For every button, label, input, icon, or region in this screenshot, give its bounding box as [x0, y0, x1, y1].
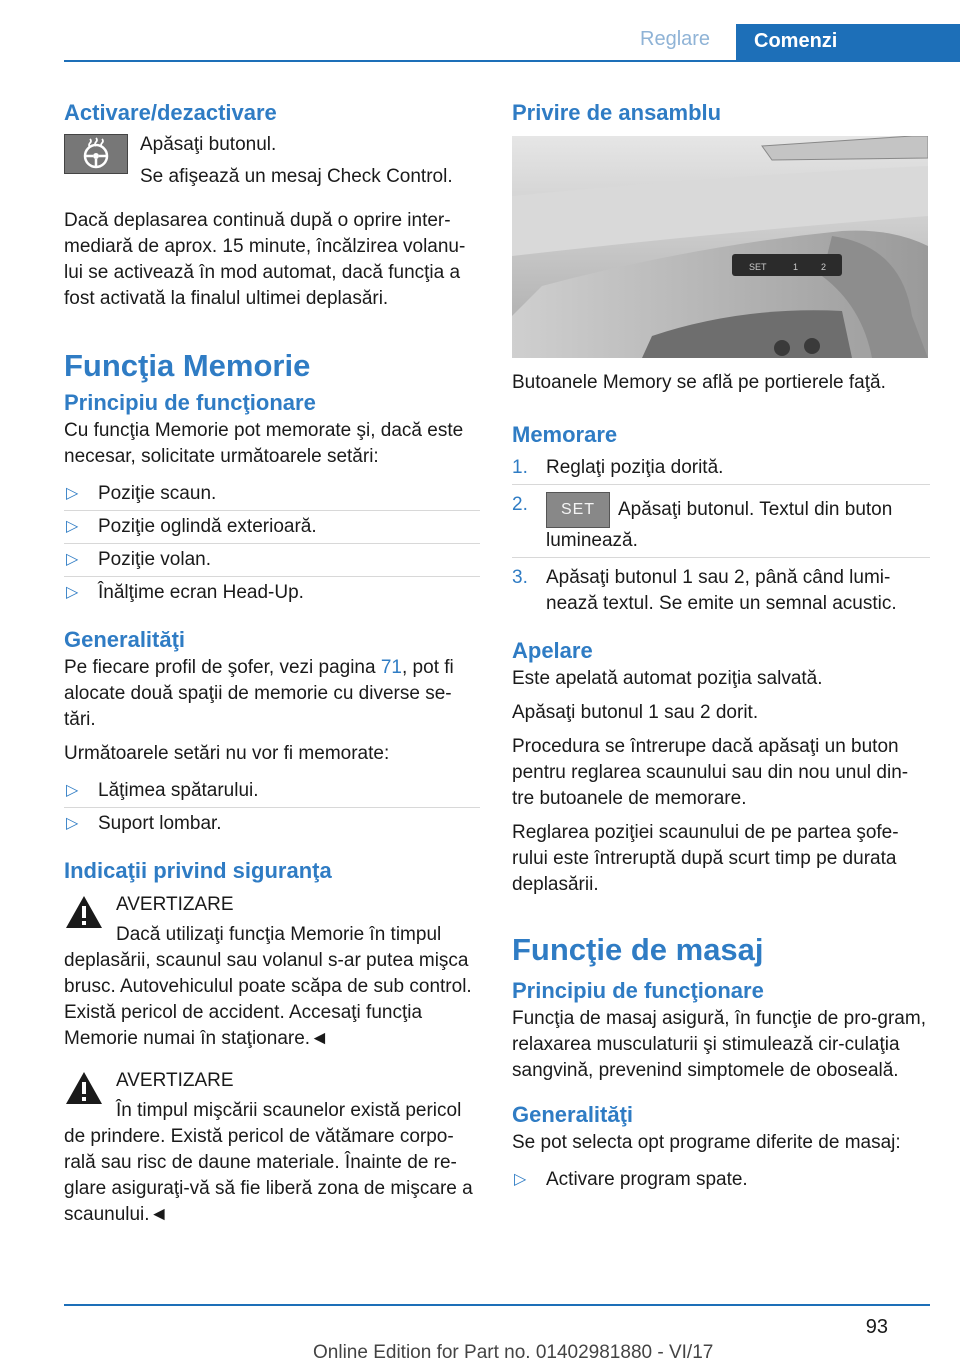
list-item: ▷ Suport lombar.	[64, 808, 480, 840]
principiu-heading: Principiu de funcţionare	[64, 390, 316, 415]
apelare-p3: Procedura se întrerupe dacă apăsaţi un buton pentru reglarea scaunului sau din nou unul din-tre butoanele de memorare.	[512, 736, 909, 809]
privire-heading: Privire de ansamblu	[512, 100, 722, 125]
generalitati-paragraph: Pe fiecare profil de şofer, vezi pagina 71, pot fi alocate două spaţii de memorie cu diverse se-tări.	[64, 657, 454, 730]
warning-block	[64, 1068, 480, 1094]
list-item: 1. Reglaţi poziţia dorită.	[512, 452, 930, 485]
set-button[interactable]: SET	[546, 492, 610, 528]
memorized-settings-list	[64, 478, 480, 609]
masaj-heading: Funcţie de masaj	[512, 932, 764, 967]
apelare-p2: Apăsaţi butonul 1 sau 2 dorit.	[512, 702, 759, 723]
apelare-p4: Reglarea poziţiei scaunului de pe partea şofe-rului este întreruptă după scurt timp pe durata deplasării.	[512, 822, 899, 895]
masaj-paragraph: Funcţia de masaj asigură, în funcţie de pro-gram, relaxarea musculaturii şi stimulează cir-culaţia sangvină, prevenind simptomele de oboseală.	[512, 1008, 926, 1081]
steering-wheel-heating-icon	[64, 134, 128, 174]
auto-activation-paragraph: Dacă deplasarea continuă după o oprire inter-mediară de aprox. 15 minute, încălzirea volanu-lui se activează în mod automat, dacă funcţia a fost activată la finalul ultimei deplasări.	[64, 210, 466, 309]
warning-block	[64, 892, 480, 918]
principiu-masaj-heading: Principiu de funcţionare	[512, 978, 764, 1003]
memorare-steps	[512, 452, 930, 620]
triangle-bullet-icon: ▷	[66, 518, 79, 535]
list-item: 3. Apăsaţi butonul 1 sau 2, până când lumi-nează textul. Se emite un semnal acustic.	[512, 567, 897, 614]
list-item: ▷ Lăţimea spătarului.	[64, 775, 480, 808]
activare-heading: Activare/dezactivare	[64, 100, 277, 125]
list-item: ▷ Poziţie volan.	[64, 544, 480, 577]
footer-rule	[64, 1304, 930, 1306]
triangle-bullet-icon: ▷	[66, 584, 79, 601]
check-control-text: Se afişează un mesaj Check Control.	[140, 166, 453, 187]
triangle-bullet-icon: ▷	[514, 1171, 527, 1188]
list-item: ▷ Poziţie oglindă exterioară.	[64, 511, 480, 544]
not-memorized-list	[64, 775, 480, 840]
right-column	[512, 100, 930, 1206]
page-number: 93	[865, 1316, 888, 1338]
triangle-bullet-icon: ▷	[66, 551, 79, 568]
triangle-bullet-icon: ▷	[66, 782, 79, 799]
steering-heat-row	[64, 132, 480, 198]
warning-triangle-icon	[64, 894, 104, 935]
warning-text-1: Dacă utilizaţi funcţia Memorie în timpul deplasării, scaunul sau volanul s-ar putea mişca brusc. Autovehiculul poate scăpa de sub control. Există pericol de accident. Accesaţi funcţia Memorie numai în staţionare.◄	[64, 924, 472, 1049]
photo-caption: Butoanele Memory se află pe portierele faţă.	[512, 372, 886, 393]
warning-triangle-icon	[64, 1070, 104, 1111]
not-memorized-text: Următoarele setări nu vor fi memorate:	[64, 743, 390, 764]
warning-text-2: În timpul mişcării scaunelor există pericol de prindere. Există pericol de vătămare corpo-rală sau risc de daune materiale. Înainte de re-glare asiguraţi-vă să fie liberă zona de mişcare a scaunului.◄	[64, 1100, 473, 1225]
photo-button-set: SET	[749, 262, 767, 272]
photo-button-1: 1	[793, 262, 799, 272]
photo-button-2: 2	[821, 262, 827, 272]
generalitati-masaj-paragraph: Se pot selecta opt programe diferite de masaj:	[512, 1132, 901, 1153]
warning-label: AVERTIZARE	[116, 894, 234, 915]
triangle-bullet-icon: ▷	[66, 485, 79, 502]
apelare-p1: Este apelată automat poziţia salvată.	[512, 668, 823, 689]
memorare-heading: Memorare	[512, 422, 618, 447]
generalitati-masaj-heading: Generalităţi	[512, 1102, 634, 1127]
siguranta-heading: Indicaţii privind siguranţa	[64, 858, 332, 883]
door-memory-buttons-photo	[512, 136, 928, 358]
tab-reglare[interactable]: Reglare	[640, 28, 711, 50]
generalitati-heading: Generalităţi	[64, 627, 186, 652]
memorie-heading: Funcţia Memorie	[64, 348, 311, 383]
tab-comenzi[interactable]: Comenzi	[736, 24, 960, 62]
list-item: 2. SET Apăsaţi butonul. Textul din buton luminează.	[512, 489, 930, 558]
left-column	[64, 100, 480, 1236]
warning-label: AVERTIZARE	[116, 1070, 234, 1091]
press-button-text: Apăsaţi butonul.	[140, 134, 277, 155]
page-link[interactable]: 71	[380, 657, 402, 678]
triangle-bullet-icon: ▷	[66, 815, 79, 832]
list-item: ▷ Poziţie scaun.	[64, 478, 480, 511]
apelare-heading: Apelare	[512, 638, 593, 663]
list-item: ▷ Activare program spate.	[512, 1164, 930, 1196]
list-item: ▷ Înălţime ecran Head-Up.	[64, 577, 480, 609]
principiu-paragraph: Cu funcţia Memorie pot memorate şi, dacă este necesar, solicitate următoarele setări:	[64, 420, 464, 467]
edition-text: Online Edition for Part no. 01402981880 - VI/17	[313, 1342, 714, 1363]
masaj-programs-list	[512, 1164, 930, 1196]
